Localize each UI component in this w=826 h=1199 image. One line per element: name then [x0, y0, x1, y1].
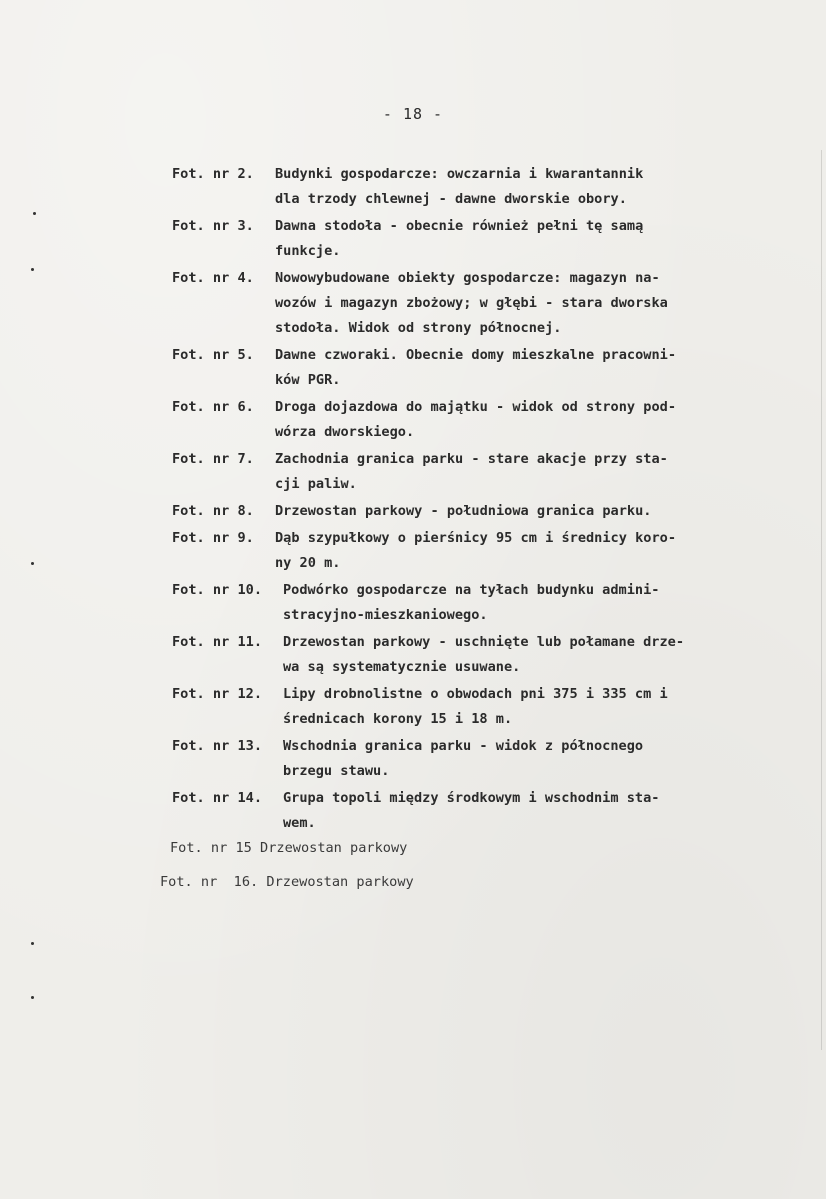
margin-speck — [31, 562, 34, 565]
photo-caption-handwritten-16: Fot. nr 16. Drzewostan parkowy — [160, 874, 414, 890]
photo-number: Fot. nr 9. — [172, 530, 254, 546]
caption-line: wem. — [283, 815, 316, 831]
photo-number: Fot. nr 14. — [172, 790, 263, 806]
photo-caption-entry — [172, 682, 782, 732]
caption-line: Wschodnia granica parku - widok z północnego — [283, 738, 644, 754]
caption-line: stracyjno-mieszkaniowego. — [283, 607, 488, 623]
margin-speck — [31, 942, 34, 945]
caption-line: wozów i magazyn zbożowy; w głębi - stara dworska — [275, 295, 668, 311]
photo-caption-entry — [172, 395, 782, 445]
caption-line: Droga dojazdowa do majątku - widok od strony pod- — [275, 399, 677, 415]
caption-line: Dawna stodoła - obecnie również pełni tę samą — [275, 218, 644, 234]
caption-line: Grupa topoli między środkowym i wschodnim sta- — [283, 790, 660, 806]
caption-line: wa są systematycznie usuwane. — [283, 659, 521, 675]
photo-caption-list — [172, 162, 782, 838]
photo-caption-entry — [172, 214, 782, 264]
caption-line: średnicach korony 15 i 18 m. — [283, 711, 513, 727]
photo-number: Fot. nr 11. — [172, 634, 263, 650]
photo-number: Fot. nr 10. — [172, 582, 263, 598]
photo-caption-text — [275, 343, 782, 393]
caption-line: Zachodnia granica parku - stare akacje przy sta- — [275, 451, 668, 467]
photo-caption-text — [283, 786, 782, 836]
photo-number: Fot. nr 5. — [172, 347, 254, 363]
photo-caption-entry — [172, 734, 782, 784]
photo-caption-entry — [172, 266, 782, 341]
margin-speck — [33, 212, 36, 215]
caption-line: Drzewostan parkowy - południowa granica parku. — [275, 503, 652, 519]
margin-speck — [31, 996, 34, 999]
caption-line: funkcje. — [275, 243, 341, 259]
page-edge-shadow — [821, 150, 822, 1050]
photo-caption-entry — [172, 162, 782, 212]
photo-number: Fot. nr 13. — [172, 738, 263, 754]
photo-caption-entry — [172, 343, 782, 393]
caption-line: brzegu stawu. — [283, 763, 390, 779]
photo-number: Fot. nr 7. — [172, 451, 254, 467]
caption-line: Drzewostan parkowy - uschnięte lub połamane drze- — [283, 634, 685, 650]
photo-caption-text — [275, 266, 782, 341]
caption-line: stodoła. Widok od strony północnej. — [275, 320, 562, 336]
photo-caption-text — [275, 499, 782, 524]
photo-caption-text — [275, 395, 782, 445]
photo-caption-text — [283, 734, 782, 784]
photo-caption-entry — [172, 786, 782, 836]
caption-line: wórza dworskiego. — [275, 424, 415, 440]
caption-line: Podwórko gospodarcze na tyłach budynku admini- — [283, 582, 660, 598]
caption-line: Nowowybudowane obiekty gospodarcze: magazyn na- — [275, 270, 660, 286]
photo-caption-entry — [172, 499, 782, 524]
photo-caption-text — [275, 214, 782, 264]
margin-speck — [31, 268, 34, 271]
photo-number: Fot. nr 4. — [172, 270, 254, 286]
photo-caption-text — [283, 682, 782, 732]
photo-number: Fot. nr 8. — [172, 503, 254, 519]
photo-caption-entry — [172, 526, 782, 576]
caption-line: ny 20 m. — [275, 555, 341, 571]
photo-number: Fot. nr 3. — [172, 218, 254, 234]
photo-caption-text — [275, 447, 782, 497]
caption-line: cji paliw. — [275, 476, 357, 492]
caption-line: Dawne czworaki. Obecnie domy mieszkalne pracowni- — [275, 347, 677, 363]
photo-caption-text — [283, 630, 782, 680]
photo-number: Fot. nr 6. — [172, 399, 254, 415]
photo-caption-handwritten-15: Fot. nr 15 Drzewostan parkowy — [170, 840, 408, 856]
photo-caption-entry — [172, 447, 782, 497]
caption-line: ków PGR. — [275, 372, 341, 388]
caption-line: Lipy drobnolistne o obwodach pni 375 i 335 cm i — [283, 686, 668, 702]
photo-caption-text — [275, 526, 782, 576]
photo-caption-text — [275, 162, 782, 212]
photo-caption-text — [283, 578, 782, 628]
caption-line: Budynki gospodarcze: owczarnia i kwarantannik — [275, 166, 644, 182]
caption-line: dla trzody chlewnej - dawne dworskie obory. — [275, 191, 627, 207]
photo-caption-entry — [172, 578, 782, 628]
photo-caption-entry — [172, 630, 782, 680]
page-number: - 18 - — [382, 105, 444, 123]
photo-number: Fot. nr 12. — [172, 686, 263, 702]
caption-line: Dąb szypułkowy o pierśnicy 95 cm i średnicy koro- — [275, 530, 677, 546]
photo-number: Fot. nr 2. — [172, 166, 254, 182]
